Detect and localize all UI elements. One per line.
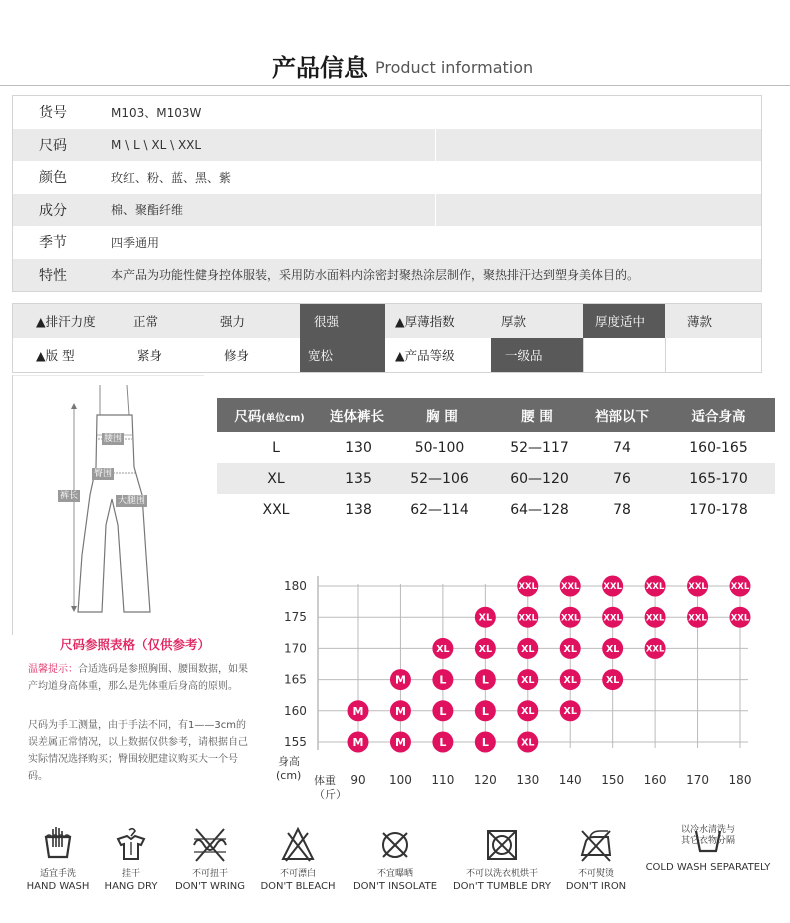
info-label: 季节: [39, 235, 67, 252]
x-axis-label-line2: （斤）: [314, 788, 347, 801]
care-item: [18, 825, 98, 893]
hang-dry-icon: [113, 825, 149, 865]
hand-wash-icon: [40, 825, 76, 865]
size-cell: XL: [267, 470, 285, 487]
measurement-note: 尺码为手工测量，由于手法不同，有1——3cm的误差属正常情况，以上数据仅供参考，请根据自己实际情况选择购买；臀围较肥建议购买大一个号码。: [28, 720, 248, 782]
length-cell: 138: [345, 501, 372, 518]
header-unit: (单位cm): [261, 413, 305, 424]
care-label-cn: 不可以洗衣机烘干: [465, 869, 538, 879]
size-point-xl: [560, 638, 581, 659]
size-point-label: XL: [563, 643, 577, 655]
size-point-label: XL: [521, 675, 535, 687]
x-tick-label: 120: [473, 773, 497, 787]
size-point-xxl: [687, 607, 708, 628]
tip-label: 温馨提示：: [28, 664, 78, 675]
page-subtitle: Product information: [375, 58, 534, 77]
chart-ticks: [284, 579, 751, 787]
size-point-label: XXL: [518, 582, 538, 593]
info-label: 颜色: [39, 170, 67, 187]
info-row-material: [13, 194, 761, 227]
info-row-feature: [13, 259, 761, 292]
diagram-label-hip: 臀围: [94, 469, 113, 479]
size-point-xxl: [602, 607, 623, 628]
y-tick-label: 175: [284, 610, 307, 625]
waist-cell: 52—117: [510, 439, 569, 456]
size-point-label: XL: [605, 643, 620, 655]
size-cell: L: [272, 439, 280, 456]
x-tick-label: 140: [558, 773, 582, 787]
size-point-label: XL: [605, 675, 620, 687]
size-point-label: XL: [521, 706, 535, 718]
size-point-xxl: [730, 607, 751, 628]
care-label-cn: 适宜手洗: [39, 869, 76, 879]
size-chart: [270, 560, 780, 805]
size-point-label: XL: [478, 612, 493, 624]
care-item: [170, 825, 250, 893]
attr-option: 正常: [133, 314, 159, 329]
care-label-cn: 以冷水清洗与 其它衣物分隔: [680, 825, 735, 846]
y-tick-label: 160: [284, 703, 307, 718]
table-row: [217, 494, 775, 525]
size-point-label: L: [481, 704, 489, 718]
size-point-xxl: [560, 607, 581, 628]
header-length: 连体裤长: [330, 409, 384, 425]
header-chest: 胸 围: [426, 409, 458, 425]
size-point-m: [390, 732, 411, 753]
attr-option-selected: 很强: [300, 304, 385, 338]
chest-cell: 50-100: [414, 439, 465, 456]
size-reference-title: 尺码参照表格（仅供参考）: [60, 637, 211, 652]
waist-cell: 64—128: [510, 501, 569, 518]
care-label-cn: 不可漂白: [279, 869, 316, 879]
size-point-label: XXL: [688, 613, 707, 624]
header-waist: 腰 围: [521, 409, 553, 425]
care-label-cn: 不宜曝晒: [376, 869, 413, 879]
size-point-label: XL: [563, 706, 577, 718]
jumpsuit-outline: [12, 375, 204, 635]
y-tick-label: 155: [284, 735, 307, 749]
tip-body: 合适选码是参照胸围、腰围数据，如果产均道身高体重，那么是先体重后身高的原则。: [28, 664, 248, 692]
size-point-xl: [517, 732, 538, 753]
size-point-xl: [432, 638, 453, 659]
size-point-label: L: [439, 735, 447, 749]
no-bleach-icon: [278, 825, 318, 865]
care-label-cn: 不可熨烫: [577, 869, 614, 879]
size-point-label: XXL: [518, 613, 538, 624]
size-point-xxl: [602, 576, 623, 597]
length-cell: 135: [345, 470, 372, 487]
diagram-label-length: 裤长: [60, 491, 79, 501]
y-tick-label: 180: [284, 579, 307, 593]
care-item: [446, 825, 558, 893]
size-point-label: XXL: [730, 582, 750, 593]
info-value: 四季通用: [111, 235, 160, 250]
size-point-xxl: [730, 576, 751, 597]
chart-grid: [318, 576, 748, 750]
size-point-label: XXL: [730, 613, 750, 624]
care-label-cn: 挂干: [121, 869, 140, 879]
care-label-en: DON'T WRING: [174, 881, 246, 892]
size-point-label: M: [394, 673, 406, 687]
size-point-m: [348, 732, 369, 753]
info-label: 尺码: [39, 137, 67, 154]
care-label-en: DON'T IRON: [565, 881, 627, 892]
crotch-cell: 74: [613, 439, 631, 456]
size-point-xxl: [645, 607, 666, 628]
header-size-label: 尺码: [234, 409, 262, 425]
diagram-label-waist: 腰围: [104, 434, 123, 444]
x-tick-label: 90: [350, 773, 366, 787]
care-item: [560, 825, 632, 893]
size-point-xxl: [517, 576, 538, 597]
title-divider: [0, 85, 790, 86]
size-point-label: XL: [436, 643, 450, 655]
size-point-label: XXL: [560, 613, 580, 624]
info-label: 特性: [39, 267, 67, 284]
header-crotch: 裆部以下: [595, 409, 649, 425]
x-tick-label: 150: [601, 773, 625, 787]
table-row: [217, 463, 775, 494]
no-wring-icon: [190, 825, 230, 865]
care-label-en: COLD WASH SEPARATELY: [645, 862, 771, 873]
care-label-en: DOn'T TUMBLE DRY: [452, 881, 552, 892]
care-label-en: HAND WASH: [26, 881, 90, 892]
chest-cell: 62—114: [410, 501, 469, 518]
attr-option: 薄款: [687, 314, 713, 329]
info-label: 货号: [39, 105, 67, 122]
size-point-label: XXL: [645, 644, 665, 655]
x-tick-label: 100: [388, 773, 412, 787]
page-title: 产品信息: [272, 54, 368, 82]
size-point-l: [432, 669, 453, 690]
info-value: 玫红、粉、蓝、黑、紫: [111, 170, 232, 185]
x-axis-label-line1: 体重: [314, 774, 336, 787]
size-point-m: [348, 700, 369, 721]
size-point-xl: [517, 669, 538, 690]
size-point-label: XL: [521, 737, 535, 749]
attr-empty-cell: [583, 338, 665, 372]
attribute-table: [12, 303, 762, 373]
care-instructions: [0, 825, 790, 915]
care-item: [256, 825, 340, 893]
crotch-cell: 76: [613, 470, 631, 487]
attr-option: 紧身: [137, 348, 163, 363]
size-point-l: [475, 669, 496, 690]
size-point-label: XL: [478, 643, 493, 655]
info-value: 棉、聚酯纤维: [111, 203, 184, 218]
size-point-label: M: [352, 735, 364, 749]
size-point-m: [390, 669, 411, 690]
size-point-label: M: [394, 735, 406, 749]
size-point-xxl: [517, 607, 538, 628]
no-insolate-icon: [375, 825, 415, 865]
care-label-en: HANG DRY: [104, 881, 158, 892]
info-value: 本产品为功能性健身控体服装，采用防水面料内涂密封聚热涂层制作，聚热排汗达到塑身美体目的。: [111, 268, 640, 283]
size-point-label: L: [439, 704, 447, 718]
x-tick-label: 160: [643, 773, 667, 787]
y-tick-label: 165: [284, 672, 307, 687]
crotch-cell: 78: [613, 501, 631, 518]
info-row-sku: [13, 96, 761, 129]
chart-points: [348, 576, 751, 753]
size-point-xxl: [645, 638, 666, 659]
waist-cell: 60—120: [510, 470, 569, 487]
size-point-label: XXL: [645, 613, 665, 624]
attr-option: 厚款: [501, 314, 527, 329]
size-point-label: XXL: [560, 582, 580, 593]
size-point-label: XXL: [603, 582, 622, 593]
care-label-cn: 不可扭干: [191, 869, 228, 879]
size-point-label: XXL: [603, 613, 622, 624]
info-label: 成分: [39, 202, 67, 219]
x-tick-label: 180: [728, 773, 752, 787]
diagram-label-thigh: 大腿围: [118, 496, 146, 506]
attr-label-fit: ▲版 型: [36, 348, 75, 363]
size-point-xl: [475, 607, 496, 628]
no-tumble-dry-icon: [482, 825, 522, 865]
size-point-xl: [475, 638, 496, 659]
attr-option-selected: 厚度适中: [583, 304, 665, 338]
attr-row-sweat: [13, 304, 761, 338]
attr-option-selected: 一级品: [491, 338, 583, 372]
attr-empty-cell: [665, 338, 761, 372]
height-cell: 160-165: [689, 439, 748, 456]
info-row-size: [13, 129, 761, 162]
attr-option-selected: 宽松: [300, 338, 385, 372]
size-point-label: L: [481, 673, 489, 687]
size-point-label: M: [394, 704, 406, 718]
tip-text: [28, 661, 248, 695]
size-cell: XXL: [262, 501, 290, 518]
size-point-xl: [517, 638, 538, 659]
size-point-label: XXL: [645, 582, 665, 593]
care-item: [348, 825, 442, 893]
height-cell: 170-178: [689, 501, 748, 518]
size-point-label: M: [352, 704, 364, 718]
length-cell: 130: [345, 439, 372, 456]
info-value: M103、M103W: [111, 105, 202, 120]
size-point-l: [475, 700, 496, 721]
size-point-l: [432, 700, 453, 721]
x-tick-label: 170: [686, 773, 710, 787]
product-info-table: [12, 95, 762, 292]
x-tick-label: 130: [516, 773, 540, 787]
size-point-label: XL: [521, 643, 535, 655]
size-point-xl: [560, 669, 581, 690]
attr-option: 修身: [224, 348, 250, 363]
info-row-color: [13, 161, 761, 194]
attr-label-sweat: ▲排汗力度: [36, 314, 96, 329]
header-size: [217, 405, 322, 425]
header-height: 适合身高: [691, 409, 746, 425]
care-label-en: DON'T INSOLATE: [352, 881, 438, 892]
chest-cell: 52—106: [410, 470, 469, 487]
size-point-l: [432, 732, 453, 753]
size-point-xl: [602, 638, 623, 659]
y-axis-label-line2: (cm): [276, 769, 302, 782]
care-item: [96, 825, 166, 893]
size-point-m: [390, 700, 411, 721]
info-column-divider: [435, 96, 436, 258]
no-iron-icon: [576, 825, 616, 865]
size-table-header: [217, 398, 775, 432]
x-tick-label: 110: [431, 773, 455, 787]
attr-option: 强力: [220, 314, 246, 329]
info-row-season: [13, 226, 761, 259]
size-point-xl: [517, 700, 538, 721]
size-point-xl: [560, 700, 581, 721]
table-row: [217, 432, 775, 463]
size-point-label: L: [481, 735, 489, 749]
y-tick-label: 170: [284, 641, 307, 656]
size-point-l: [475, 732, 496, 753]
size-point-label: XL: [563, 675, 577, 687]
size-point-xxl: [560, 576, 581, 597]
size-table: [217, 398, 775, 525]
attr-row-fit: [13, 338, 761, 372]
attr-label-grade: ▲产品等级: [395, 348, 455, 363]
attr-label-thickness: ▲厚薄指数: [395, 314, 455, 329]
garment-diagram: [12, 375, 204, 635]
size-point-xl: [602, 669, 623, 690]
y-axis-label-line1: 身高: [278, 755, 300, 768]
care-label-en: DON'T BLEACH: [260, 881, 336, 892]
info-value: M \ L \ XL \ XXL: [111, 137, 202, 152]
height-cell: 165-170: [689, 470, 748, 487]
size-point-xxl: [645, 576, 666, 597]
size-point-label: L: [439, 673, 447, 687]
care-item: [636, 825, 780, 874]
size-point-label: XXL: [688, 582, 707, 593]
size-point-xxl: [687, 576, 708, 597]
